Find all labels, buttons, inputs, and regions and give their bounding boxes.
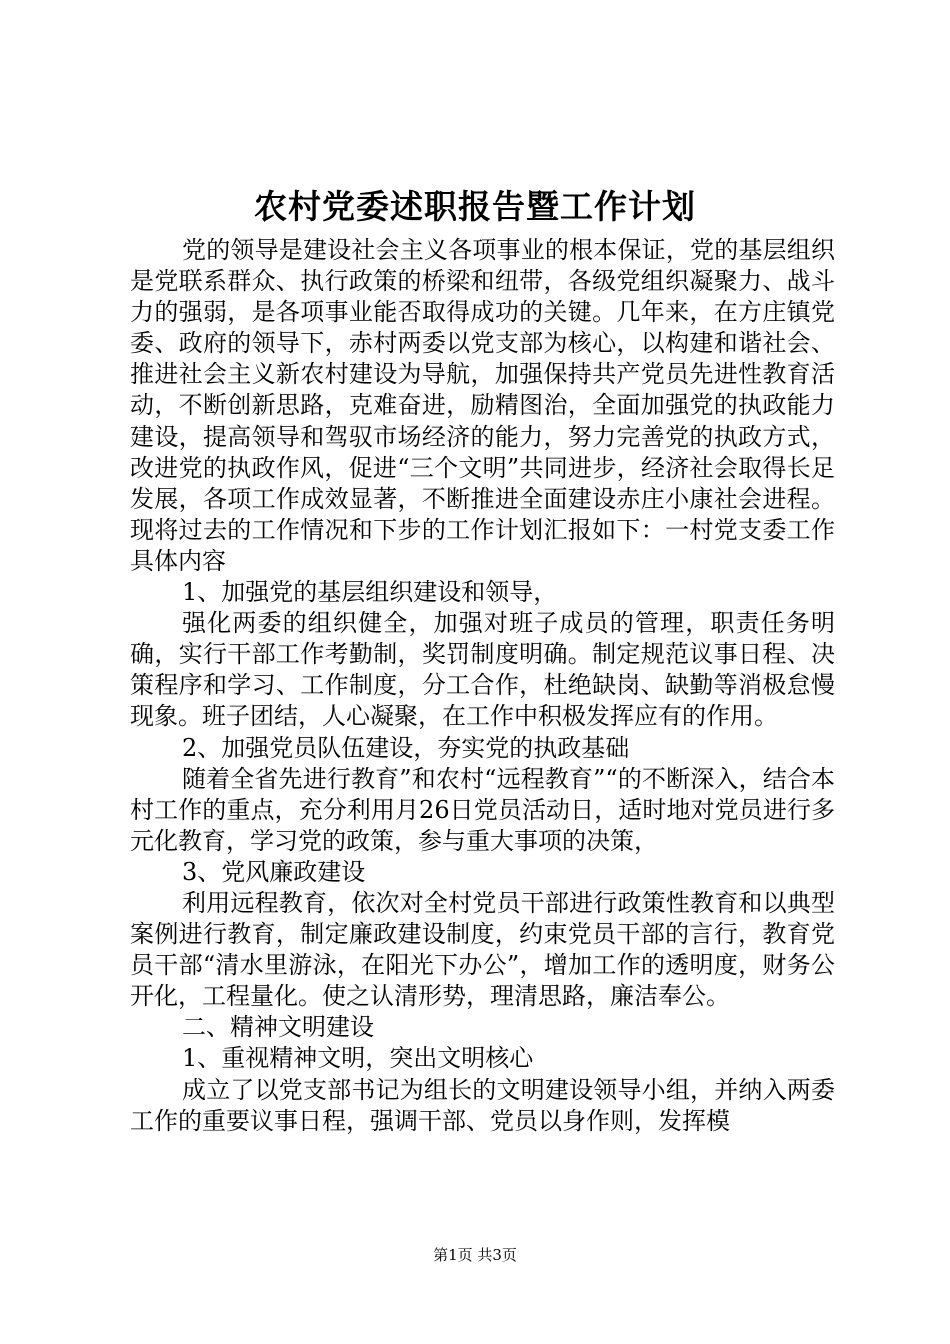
paragraph-integrity: 利用远程教育，依次对全村党员干部进行政策性教育和以典型案例进行教育，制定廉政建设制度，约束党员干部的言行，教育党员干部“清水里游泳，在阳光下办公”，增加工作的透明度，财务公开化，工程量化。使之认清形势，理清思路，廉洁奉公。 (130, 888, 835, 1011)
document-body (130, 235, 835, 1137)
document-title: 农村党委述职报告暨工作计划 (254, 187, 696, 226)
paragraph-party-members: 随着全省先进行教育”和农村“远程教育”“的不断深入，结合本村工作的重点，充分利用月26日党员活动日，适时地对党员进行多元化教育，学习党的政策，参与重大事项的决策， (130, 764, 835, 855)
paragraph-civilization-core: 成立了以党支部书记为组长的文明建设领导小组，并纳入两委工作的重要议事日程，强调干部、党员以身作则，发挥模 (130, 1075, 835, 1135)
heading-party-organization: 1、加强党的基层组织建设和领导， (182, 578, 558, 607)
page-number-footer: 第1页 共3页 (433, 1246, 517, 1264)
heading-civilization-core: 1、重视精神文明，突出文明核心 (182, 1044, 534, 1073)
paragraph-party-organization: 强化两委的组织健全，加强对班子成员的管理，职责任务明确，实行干部工作考勤制，奖罚制度明确。制定规范议事日程、决策程序和学习、工作制度，分工合作，杜绝缺岗、缺勤等消极怠慢现象。班子团结，人心凝聚，在工作中积极发挥应有的作用。 (130, 609, 835, 731)
heading-integrity: 3、党风廉政建设 (182, 857, 366, 886)
heading-party-members: 2、加强党员队伍建设，夯实党的执政基础 (182, 733, 630, 762)
heading-spiritual-civilization: 二、精神文明建设 (182, 1013, 374, 1042)
paragraph-intro: 党的领导是建设社会主义各项事业的根本保证，党的基层组织是党联系群众、执行政策的桥梁和纽带，各级党组织凝聚力、战斗力的强弱，是各项事业能否取得成功的关键。几年来，在方庄镇党委、政府的领导下，赤村两委以党支部为核心，以构建和谐社会、推进社会主义新农村建设为导航，加强保持共产党员先进性教育活动，不断创新思路，克难奋进，励精图治，全面加强党的执政能力建设，提高领导和驾驭市场经济的能力，努力完善党的执政方式，改进党的执政作风，促进“三个文明”共同进步，经济社会取得长足发展，各项工作成效显著，不断推进全面建设赤庄小康社会进程。现将过去的工作情况和下步的工作计划汇报如下：一村党支委工作具体内容 (130, 236, 835, 575)
